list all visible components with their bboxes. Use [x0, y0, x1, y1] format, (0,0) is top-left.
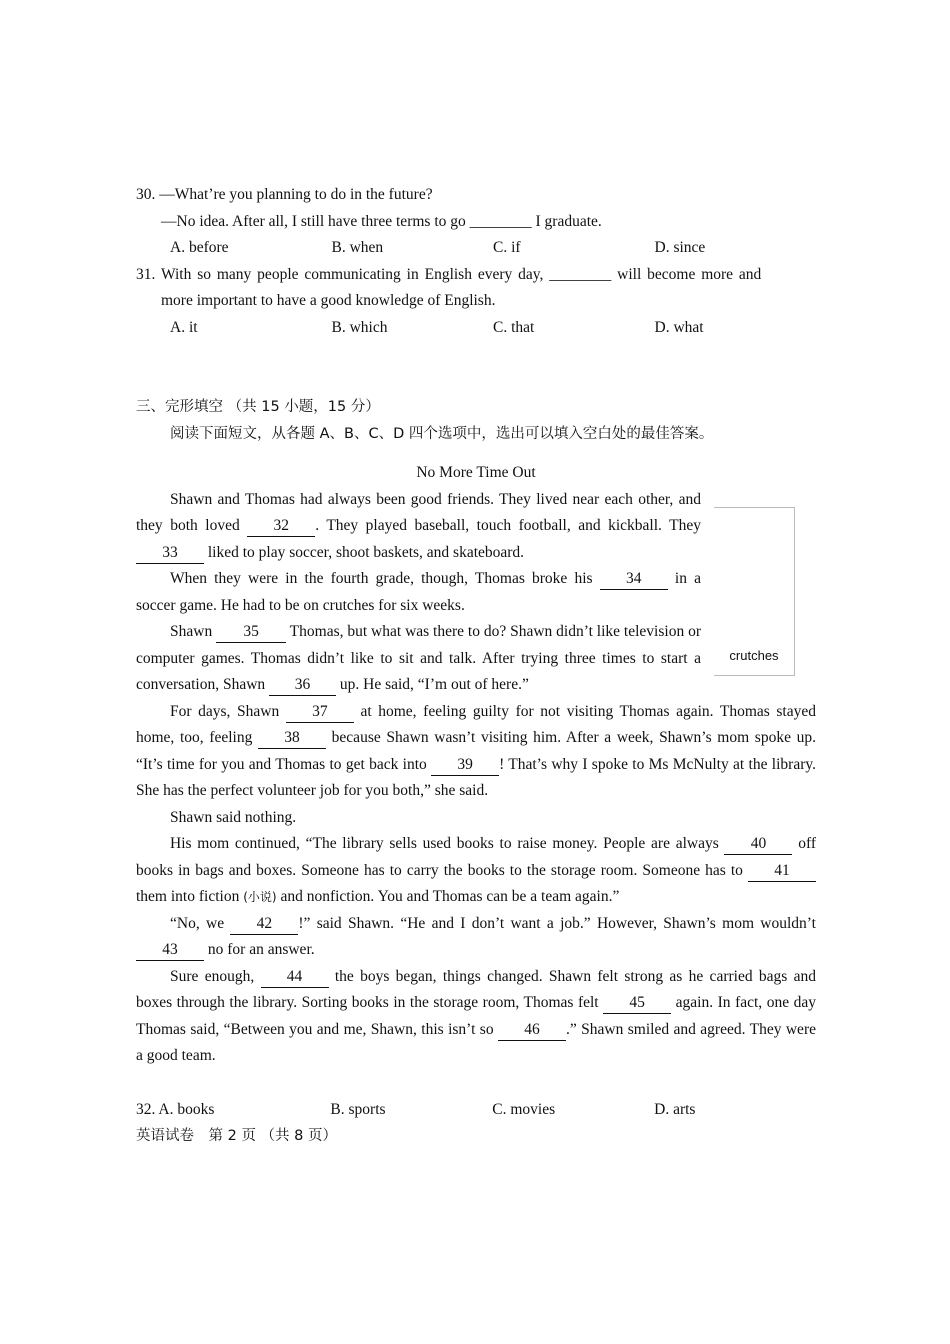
option-c: C. that: [493, 318, 535, 336]
question-30-options: [136, 235, 816, 262]
blank-43[interactable]: 43: [136, 940, 204, 961]
blank-42[interactable]: 42: [230, 914, 298, 935]
option-c: C. if: [493, 239, 521, 256]
paragraph-2: When they were in the fourth grade, though, Thomas broke his 34 in a soccer game. He had to be on crutches for six weeks.: [136, 570, 701, 614]
passage-title: No More Time Out: [416, 464, 536, 481]
figure-caption: crutches: [729, 648, 779, 663]
paragraph-4: For days, Shawn 37 at home, feeling guilty for not visiting Thomas again. Thomas stayed home, too, feeling 38 because Shawn wasn’t visiting him. After a week, Shawn’s mom spoke up. “It’s time for you and Thomas to get back into 39 ! That’s why I spoke to Ms McNulty at the library. She has the perfect volunteer job for you both,” she said.: [136, 702, 816, 799]
crutches-figure: [714, 507, 795, 676]
blank-44[interactable]: 44: [261, 967, 329, 988]
blank-39[interactable]: 39: [431, 755, 499, 776]
blank-36[interactable]: 36: [269, 675, 336, 696]
option-d: D. what: [654, 318, 704, 336]
blank-32[interactable]: 32: [247, 516, 315, 537]
paragraph-1: Shawn and Thomas had always been good friends. They lived near each other, and they both loved 32 . They played baseball, touch football, and kickball. They 33 liked to play soccer, shoot baskets, and skateboard.: [136, 487, 701, 567]
option-a: 32. A. books: [136, 1100, 215, 1118]
option-b: B. which: [331, 318, 388, 336]
paragraph-7: “No, we 42 !” said Shawn. “He and I don’t want a job.” However, Shawn’s mom wouldn’t 43 no for an answer.: [136, 911, 816, 964]
option-c: C. movies: [492, 1100, 556, 1118]
paragraph-5: Shawn said nothing.: [170, 808, 297, 826]
blank-40[interactable]: 40: [724, 834, 792, 855]
paragraph-8: Sure enough, 44 the boys began, things changed. Shawn felt strong as he carried bags and boxes through the library. Sorting books in the storage room, Thomas felt 45 again. In fact, one day Thomas said, “Between you and me, Shawn, this isn’t so 46 .” Shawn smiled and agreed. They were a good team.: [136, 967, 816, 1064]
question-30-stem: 30. —What’re you planning to do in the future?: [136, 186, 433, 203]
blank-33[interactable]: 33: [136, 543, 204, 564]
blank-45[interactable]: 45: [603, 993, 671, 1014]
option-b: B. sports: [330, 1100, 386, 1118]
blank-46[interactable]: 46: [498, 1020, 566, 1041]
blank-38[interactable]: 38: [258, 728, 326, 749]
blank-37[interactable]: 37: [286, 702, 354, 723]
paragraph-3: Shawn 35 Thomas, but what was there to do? Shawn didn’t like television or computer games. Thomas didn’t like to sit and talk. After trying three times to start a conversation, Shawn 36 up. He said, “I’m out of here.”: [136, 619, 701, 699]
section-heading: 三、完形填空 （共 15 小题，15 分）: [136, 399, 380, 415]
option-d: D. since: [654, 239, 706, 256]
option-a: A. it: [170, 318, 198, 336]
option-a: A. before: [170, 239, 229, 256]
page-footer: 英语试卷 第 2 页 （共 8 页）: [136, 1128, 337, 1144]
question-31-stem-cont: more important to have a good knowledge of English.: [161, 292, 496, 309]
question-31-stem: 31. With so many people communicating in English every day, ________ will become more and: [136, 265, 762, 283]
option-b: B. when: [331, 239, 384, 256]
blank-35[interactable]: 35: [216, 622, 286, 643]
question-30-reply: —No idea. After all, I still have three terms to go ________ I graduate.: [161, 212, 602, 230]
question-32-options: [136, 1097, 816, 1124]
question-31-options: [136, 315, 816, 342]
passage-narrow-block: [136, 487, 701, 699]
blank-34[interactable]: 34: [600, 569, 668, 590]
section-instruction: 阅读下面短文，从各题 A、B、C、D 四个选项中，选出可以填入空白处的最佳答案。: [170, 425, 714, 442]
blank-41[interactable]: 41: [748, 861, 816, 882]
option-d: D. arts: [654, 1100, 696, 1118]
paragraph-6: His mom continued, “The library sells used books to raise money. People are always 40 off books in bags and boxes. Someone has to carry the books to the storage room. Someone has to 41 them into fiction (小说) and nonfiction. You and Thomas can be a team again.”: [136, 835, 817, 905]
